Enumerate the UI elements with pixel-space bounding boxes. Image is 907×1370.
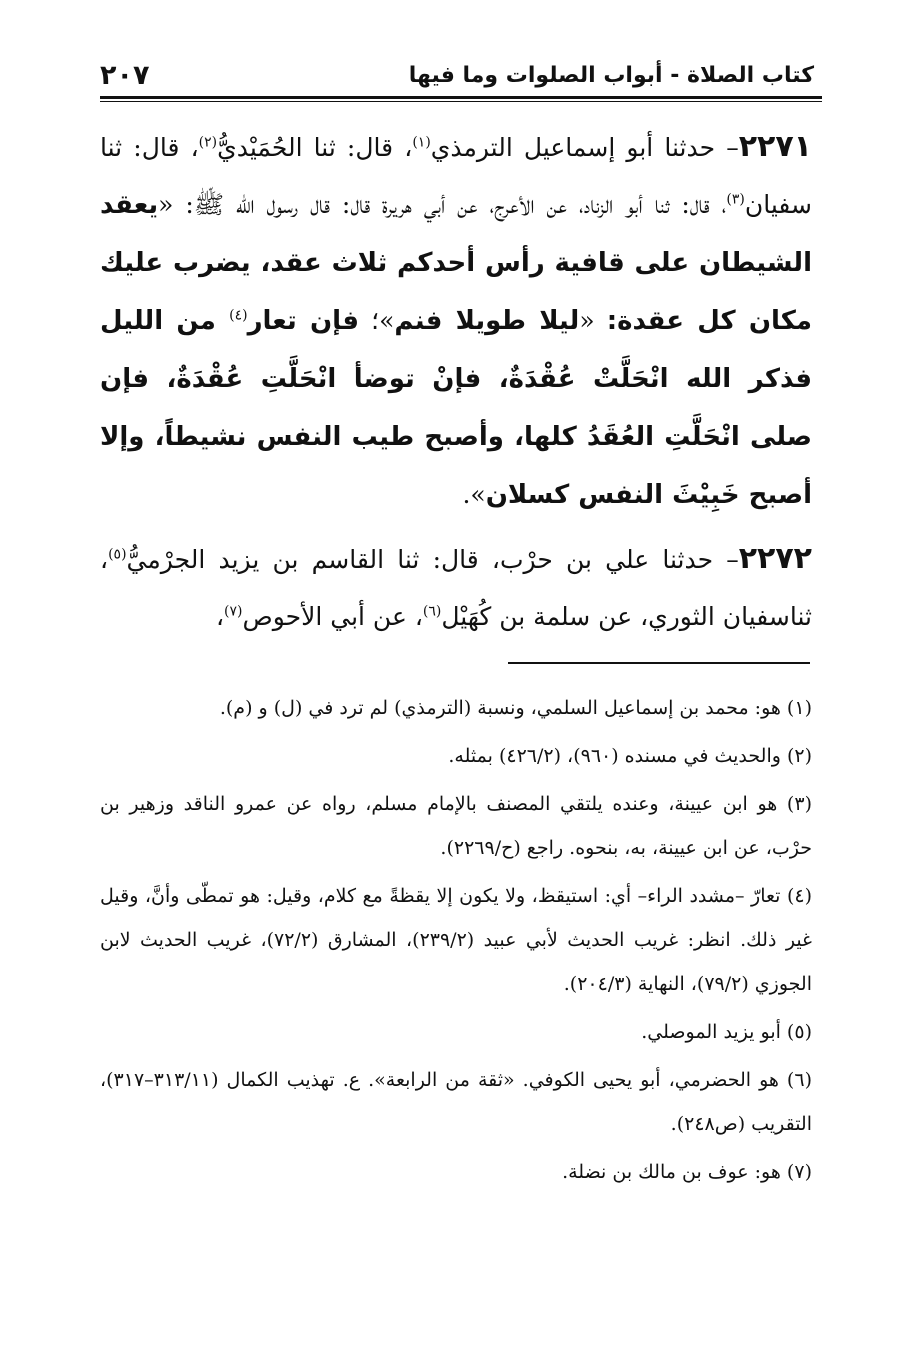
hadith-matn: فإن تعار — [247, 306, 359, 336]
hadith-number: ٢٢٧١ — [738, 129, 812, 164]
hadith-text: ، قال: ثنا سفيان — [100, 133, 812, 219]
hadith-text: ، قال: ثنا أبو الزناد، عن الأعرج، عن أبي هريرة قال: قال رسول الله ﷺ: « — [158, 190, 727, 219]
header-rule — [100, 96, 822, 99]
footnote-mark: (٦) — [422, 603, 442, 620]
hadith-number: ٢٢٧٢ — [738, 541, 812, 576]
hadith-matn: يعقد الشيطان على قافية رأس أحدكم ثلاث عقد، يضرب عليك مكان كل عقدة: — [100, 190, 812, 336]
hadith-text: – حدثنا أبو إسماعيل الترمذي — [430, 133, 739, 162]
hadith-text: ، ثناسفيان الثوري، عن سلمة بن كُهَيْل — [100, 545, 812, 631]
footnote-mark: (١) — [412, 134, 431, 151]
hadith-text: ». — [462, 480, 486, 509]
footnote-separator — [508, 662, 810, 664]
footnote-mark: (٧) — [224, 603, 243, 620]
footnote: (٢) والحديث في مسنده (٩٦٠)، (٤٢٦/٢) بمثله. — [448, 745, 812, 767]
main-text — [100, 118, 812, 645]
header-rule-thin — [100, 101, 822, 102]
footnote-mark: (٤) — [229, 307, 248, 324]
page-number: ٢٠٧ — [100, 60, 150, 91]
hadith-text: – حدثنا علي بن حرْب، قال: ثنا القاسم بن يزيد الجرْميُّ — [126, 545, 739, 574]
footnote: (٥) أبو يزيد الموصلي. — [641, 1021, 812, 1043]
hadith-matn: ليلا طويلا فنم — [394, 306, 580, 336]
running-header — [100, 58, 822, 102]
footnote: (١) هو: محمد بن إسماعيل السلمي، ونسبة (الترمذي) لم ترد في (ل) و (م). — [219, 697, 812, 719]
hadith-text: « — [579, 306, 607, 335]
footnotes — [100, 686, 812, 1198]
footnote: (٧) هو: عوف بن مالك بن نضلة. — [562, 1161, 812, 1183]
hadith-2272 — [100, 530, 812, 645]
footnote-mark: (٣) — [726, 191, 745, 208]
hadith-2271 — [100, 118, 812, 524]
footnote-mark: (٥) — [108, 546, 127, 563]
hadith-text: »؛ — [358, 306, 395, 335]
footnote: (٤) تعارّ –مشدد الراء– أي: استيقظ، ولا يكون إلا يقظةً مع كلام، وقيل: هو تمطّى وأنَّ، وقيل غير ذلك. انظر: غريب الحديث لأبي عبيد (٢٣٩/٢)، المشارق (٧٢/٢)، غريب الحديث لابن الجوزي (٧٩/٢)، النهاية (٢٠٤/٣). — [100, 885, 812, 995]
hadith-text: ، عن أبي الأحوص — [242, 602, 423, 631]
hadith-text: ، — [215, 602, 225, 631]
running-title: كتاب الصلاة - أبواب الصلوات وما فيها — [408, 63, 814, 88]
hadith-matn: من الليل فذكر الله انْحَلَّتْ عُقْدَةٌ، فإنْ توضأ انْحَلَّتِ عُقْدَةٌ، فإن صلى انْحَلَّتِ العُقَدُ كلها، وأصبح طيب النفس نشيطاً، وإلا أصبح خَبِيْثَ النفس كسلان — [100, 306, 812, 510]
footnote: (٣) هو ابن عيينة، وعنده يلتقي المصنف بالإمام مسلم، رواه عن عمرو الناقد وزهير بن حرْب، عن ابن عيينة، به، بنحوه. راجع (ح/٢٢٦٩). — [100, 793, 812, 859]
hadith-text: ، قال: ثنا الحُمَيْديُّ — [217, 133, 413, 162]
footnote: (٦) هو الحضرمي، أبو يحيى الكوفي. «ثقة من الرابعة». ع. تهذيب الكمال (٣١٣/١١–٣١٧)، التقريب (ص٢٤٨). — [100, 1069, 812, 1135]
footnote-mark: (٢) — [198, 134, 218, 151]
